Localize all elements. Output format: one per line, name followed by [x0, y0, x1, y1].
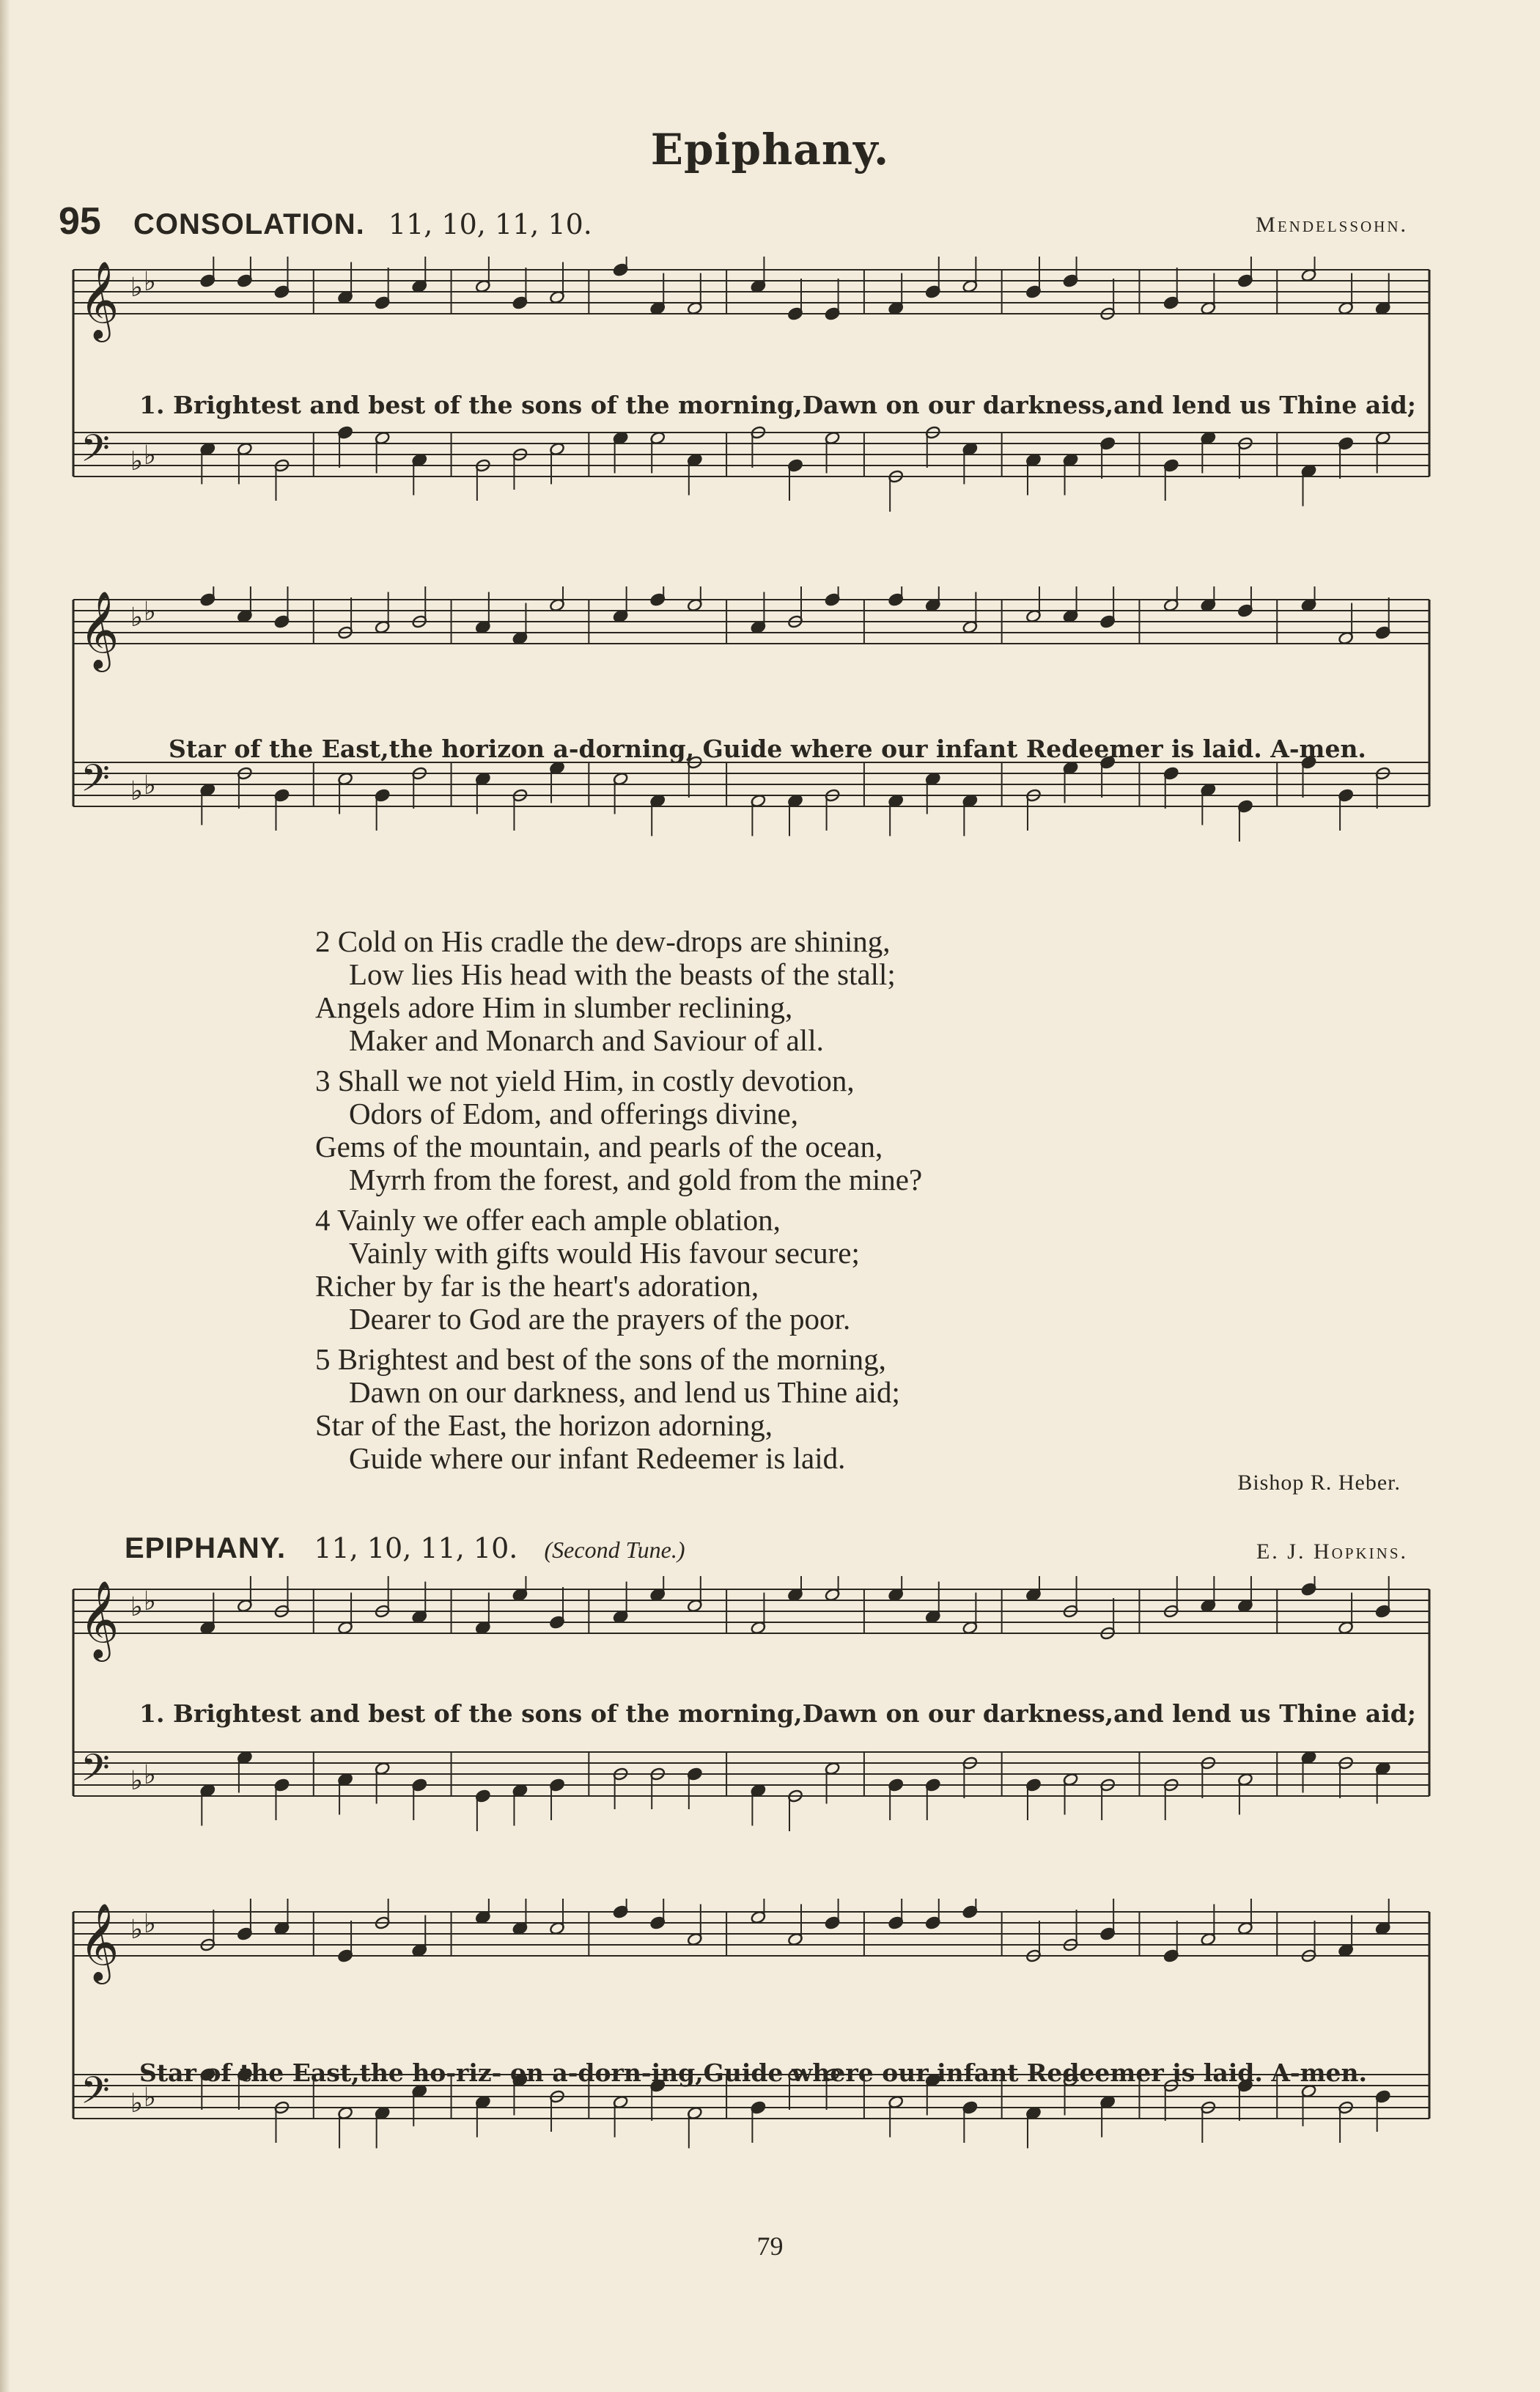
meter: 11, 10, 11, 10. — [314, 1532, 518, 1564]
composer-name: Mendelssohn. — [1256, 213, 1408, 237]
hymn-heading-consolation — [59, 199, 1437, 243]
hymn-number: 95 — [59, 200, 101, 243]
verse-line: Odors of Edom, and offerings divine, — [349, 1097, 798, 1130]
lyric-line-2: Star of the East,the horizon a-dorning, Guide where our infant Redeemer is laid. A-men. — [169, 735, 1366, 763]
verse-line: Low lies His head with the beasts of the stall; — [349, 957, 896, 991]
verse-line: 5 Brightest and best of the sons of the morning, — [315, 1342, 886, 1376]
verse-attribution: Bishop R. Heber. — [1237, 1471, 1401, 1495]
treble-clef-icon: 𝄞 — [79, 1902, 119, 1981]
flat-icon: ♭ — [130, 2089, 143, 2119]
flat-icon: ♭ — [144, 267, 156, 297]
flat-icon: ♭ — [130, 273, 143, 303]
flat-icon: ♭ — [144, 1760, 156, 1790]
verse-line: Gems of the mountain, and pearls of the ocean, — [315, 1130, 883, 1163]
treble-clef-icon: 𝄞 — [79, 260, 119, 339]
flat-icon: ♭ — [130, 446, 143, 476]
lyric-line-4: Star of the East,the ho-riz- on a-dorn-ing,Guide where our infant Redeemer is laid. A-men. — [139, 2058, 1368, 2087]
flat-icon: ♭ — [144, 770, 156, 801]
verse-line: Angels adore Him in slumber reclining, — [315, 990, 793, 1024]
composer-name: E. J. Hopkins. — [1256, 1539, 1408, 1564]
verse-line: 3 Shall we not yield Him, in costly devotion, — [315, 1064, 855, 1097]
flat-icon: ♭ — [130, 1592, 143, 1622]
bass-clef-icon: 𝄢 — [81, 426, 110, 479]
flat-icon: ♭ — [130, 603, 143, 633]
verses-block — [315, 925, 922, 1475]
flat-icon: ♭ — [130, 1766, 143, 1796]
flat-icon: ♭ — [144, 2083, 156, 2113]
flat-icon: ♭ — [130, 776, 143, 806]
music-system-3 — [59, 1576, 1437, 1899]
treble-staff — [73, 1589, 1429, 1633]
flat-icon: ♭ — [144, 1586, 156, 1616]
verse-3 — [315, 1064, 922, 1196]
verse-line: Star of the East, the horizon adorning, — [315, 1408, 773, 1442]
flat-icon: ♭ — [144, 1909, 156, 1939]
flat-icon: ♭ — [144, 441, 156, 471]
lyric-line-1: 1. Brightest and best of the sons of the morning,Dawn on our darkness,and lend us Thine aid; — [139, 391, 1416, 419]
verse-line: Myrrh from the forest, and gold from the mine? — [349, 1163, 923, 1196]
verse-line: 4 Vainly we offer each ample oblation, — [315, 1203, 781, 1237]
verse-line: Dawn on our darkness, and lend us Thine aid; — [349, 1375, 900, 1409]
bass-clef-icon: 𝄢 — [81, 756, 110, 809]
verse-line: Maker and Monarch and Saviour of all. — [349, 1023, 824, 1057]
flat-icon: ♭ — [144, 597, 156, 627]
verse-4 — [315, 1204, 922, 1336]
treble-clef-icon: 𝄞 — [79, 590, 119, 669]
page-number: 79 — [756, 2231, 784, 2261]
section-title: Epiphany. — [650, 125, 890, 174]
bass-clef-icon: 𝄢 — [81, 1745, 110, 1799]
verse-5 — [315, 1343, 922, 1475]
tune-name: CONSOLATION. — [133, 208, 365, 240]
verse-2 — [315, 925, 922, 1057]
verse-line: Dearer to God are the prayers of the poor. — [349, 1302, 851, 1336]
verse-line: Guide where our infant Redeemer is laid. — [349, 1441, 846, 1475]
verse-line: 2 Cold on His cradle the dew-drops are shining, — [315, 924, 891, 958]
verse-line: Vainly with gifts would His favour secure; — [349, 1236, 860, 1270]
page-edge-shadow — [0, 0, 10, 2392]
bass-clef-icon: 𝄢 — [81, 2068, 110, 2121]
second-tune-note: (Second Tune.) — [544, 1537, 685, 1563]
tune-name: EPIPHANY. — [125, 1532, 287, 1564]
lyric-line-3: 1. Brightest and best of the sons of the morning,Dawn on our darkness,and lend us Thine aid; — [139, 1699, 1416, 1728]
meter: 11, 10, 11, 10. — [388, 208, 592, 240]
flat-icon: ♭ — [130, 1915, 143, 1945]
treble-clef-icon: 𝄞 — [79, 1580, 119, 1658]
verse-line: Richer by far is the heart's adoration, — [315, 1269, 759, 1303]
